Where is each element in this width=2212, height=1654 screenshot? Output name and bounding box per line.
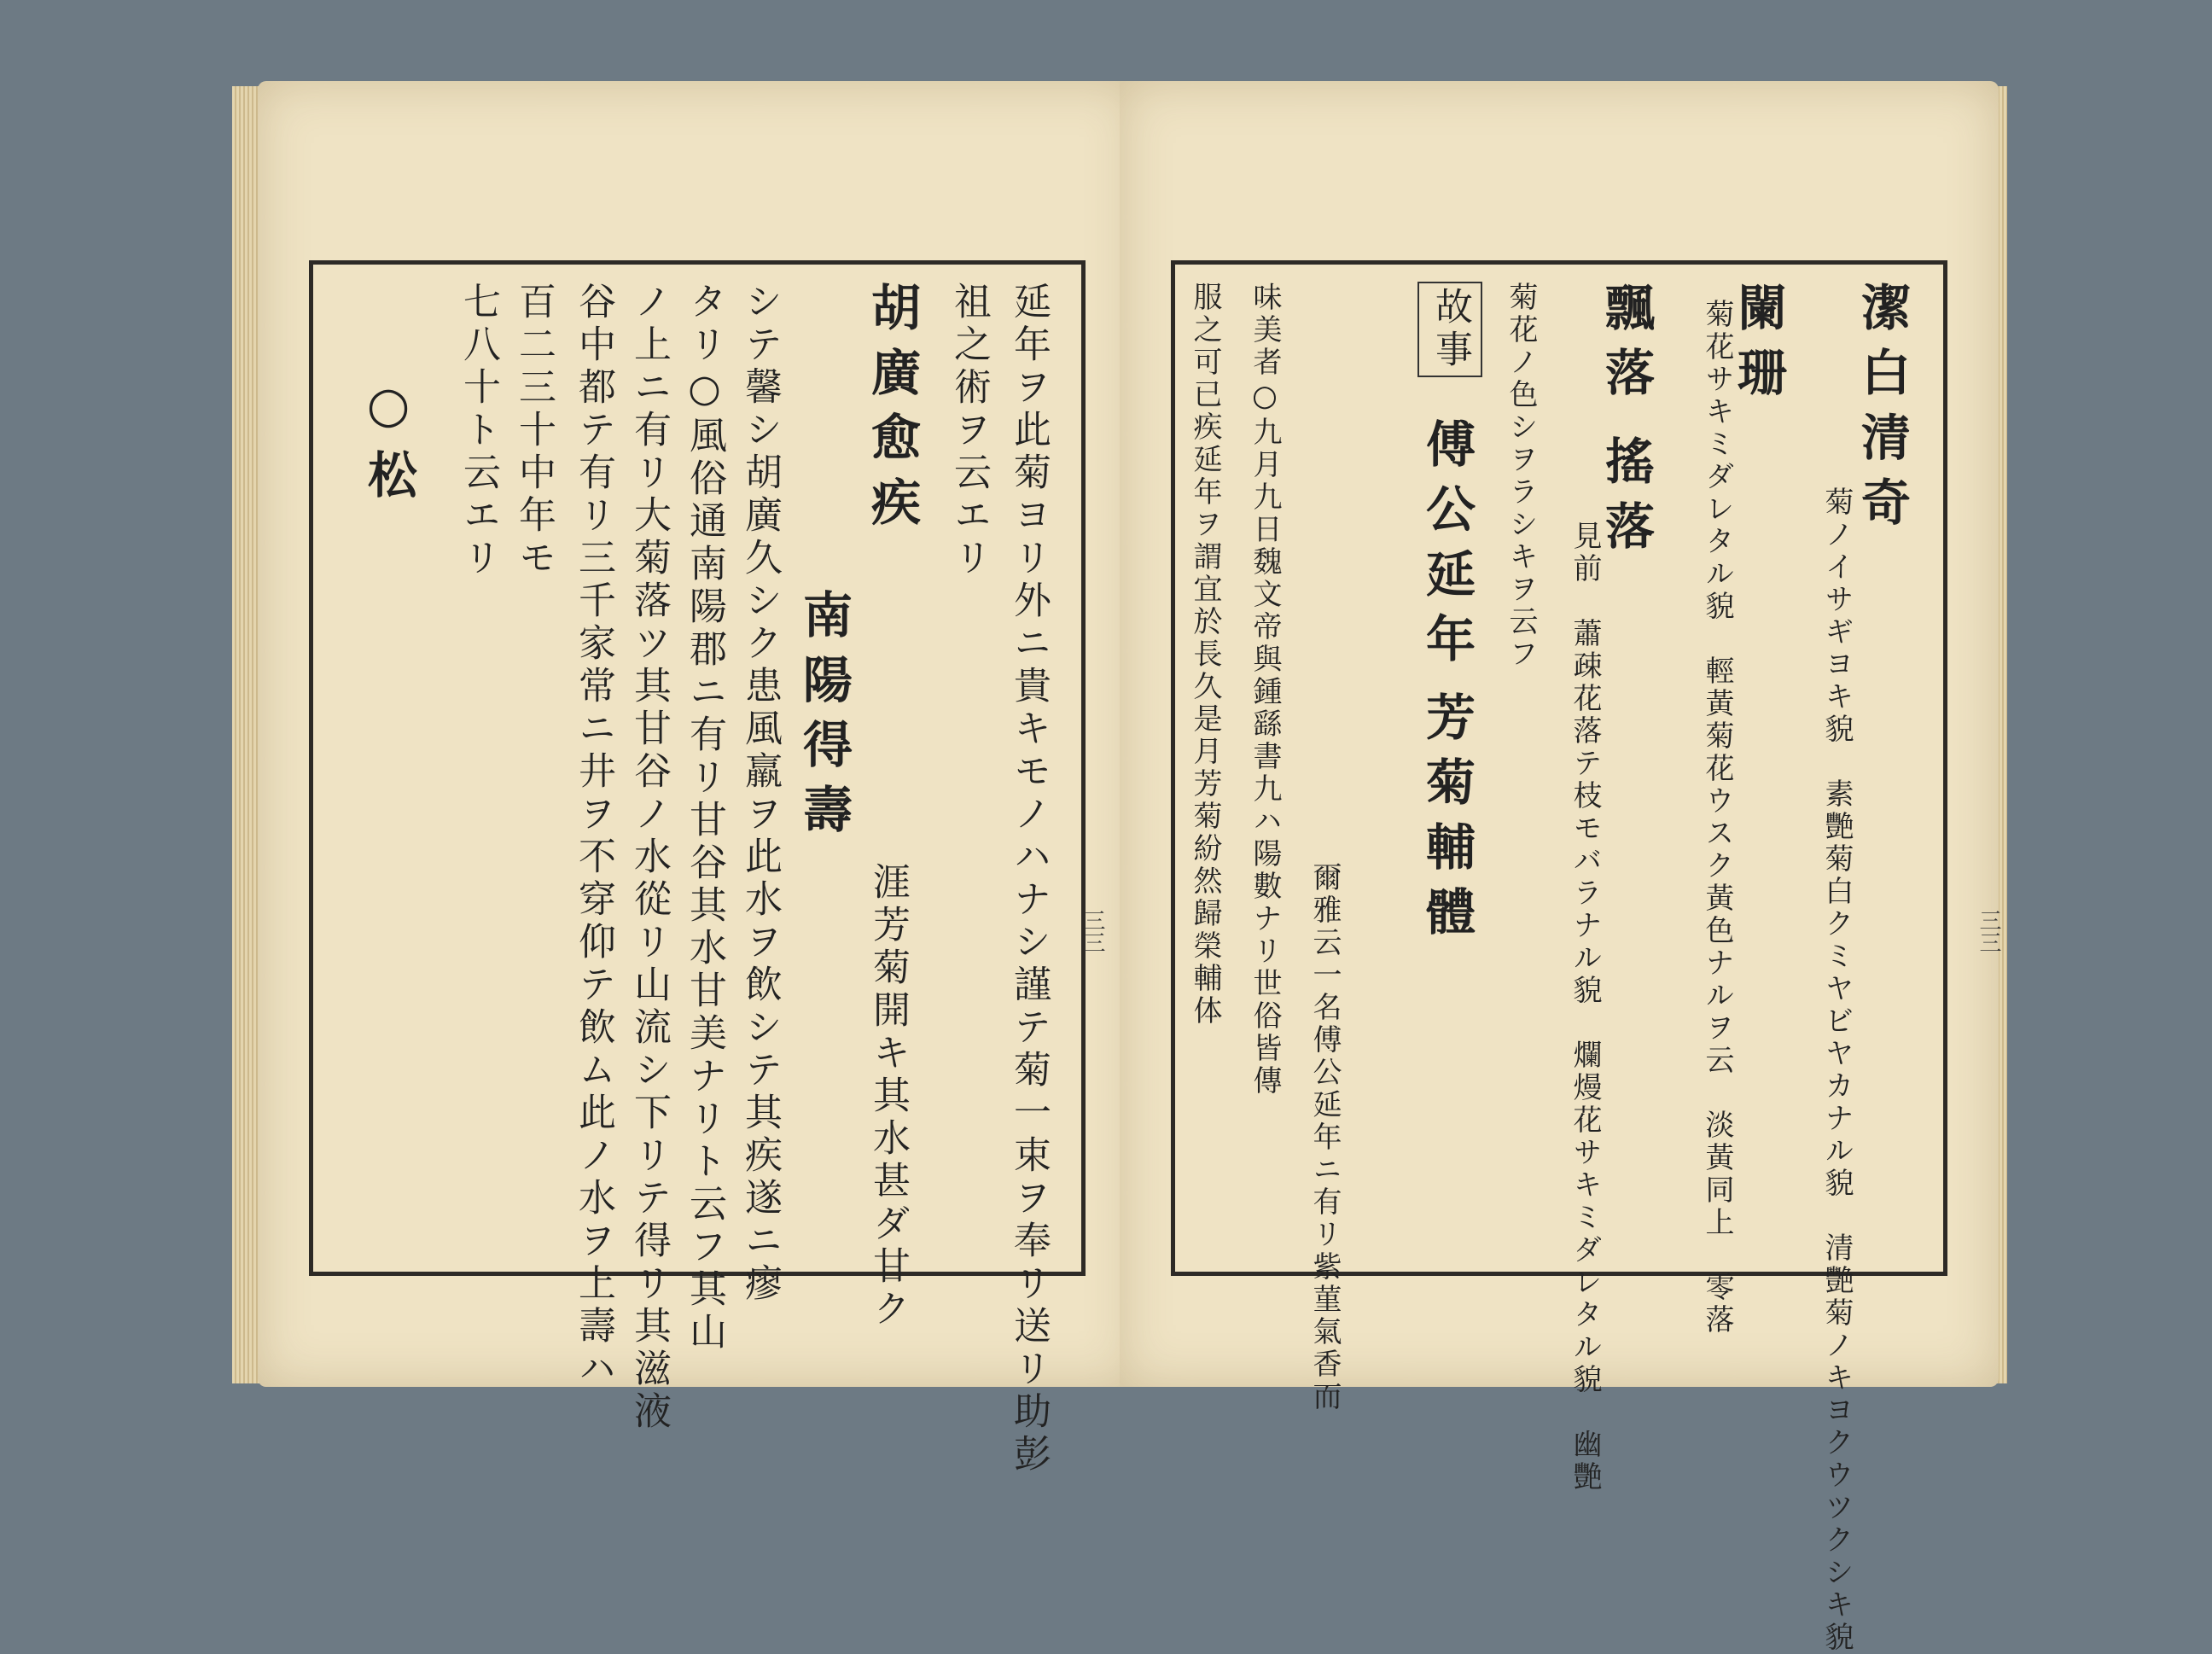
right-col-14: 服之可已疾延年ヲ謂宜於長久是月芳菊紛然歸榮輔体 (1188, 282, 1222, 1028)
right-col-13: 味美者○九月九日魏文帝與鍾繇書九ハ陽數ナリ世俗皆傳 (1248, 282, 1282, 1098)
right-col-10: 傅公延年 (1417, 418, 1476, 678)
left-col-4: 南陽得壽 (795, 589, 853, 848)
right-col-12: 爾雅云一名傅公延年ニ有リ紫菫氣香而 (1307, 862, 1342, 1413)
right-col-7: 見前 蕭疎花落テ枝モバラナル貌 爛熳花サキミダレタル貌 幽艷 (1568, 521, 1602, 1494)
right-text-frame (1171, 260, 1947, 1654)
right-col-9: 故事 (1417, 282, 1482, 377)
left-col-5: 涯芳菊開キ其水甚ダ甘ク (866, 862, 910, 1331)
right-page-number: 三三 (1976, 909, 2001, 953)
right-col-11: 芳菊輔體 (1417, 691, 1476, 951)
right-col-1: 潔白清奇 (1853, 282, 1911, 541)
left-col-6: シテ馨シ胡廣久シク患風羸ヲ此水ヲ飲シテ其疾遂ニ瘳 (738, 282, 782, 1306)
right-col-6: 搖落 (1597, 435, 1655, 565)
right-col-2: 菊ノイサギヨキ貌 素艷菊白クミヤビヤカナル貌 清艷菊ノキヨクウツクシキ貌 (1819, 486, 1854, 1654)
left-col-7: タリ○風俗通南陽郡ニ有リ甘谷其水甘美ナリト云フ其山 (683, 282, 726, 1354)
left-col-10: 百二三十中年モ (512, 282, 556, 580)
left-page (258, 81, 1137, 1476)
left-col-12: ○松 (359, 376, 417, 514)
book-spread (232, 81, 2007, 1654)
right-col-3: 闌珊 (1729, 282, 1787, 411)
left-page-number: 三三 (1080, 909, 1105, 953)
left-col-3: 胡廣愈疾 (863, 282, 921, 541)
right-col-4: 菊花サキミダレタル貌 輕黃菊花ウスク黃色ナルヲ云 淡黃同上 零落 (1700, 299, 1734, 1337)
left-col-8: ノ上ニ有リ大菊落ツ其甘谷ノ水從リ山流シ下リテ得リ其滋液 (627, 282, 671, 1434)
left-col-1: 延年ヲ此菊ヨリ外ニ貴キモノハナシ謹テ菊一束ヲ奉リ送リ助彭 (1007, 282, 1051, 1476)
right-col-8: 菊花ノ色シヲラシキヲ云フ (1504, 282, 1538, 671)
right-page (1120, 81, 2001, 1654)
right-col-5: 飄落 (1597, 282, 1655, 411)
left-col-2: 祖之術ヲ云エリ (947, 282, 991, 580)
left-col-9: 谷中都テ有リ三千家常ニ井ヲ不穿仰テ飲ム此ノ水ヲ上壽ハ (572, 282, 615, 1391)
left-text-frame (309, 260, 1086, 1476)
left-page-edge (232, 86, 261, 1383)
left-col-11: 七八十ト云エリ (457, 282, 500, 580)
